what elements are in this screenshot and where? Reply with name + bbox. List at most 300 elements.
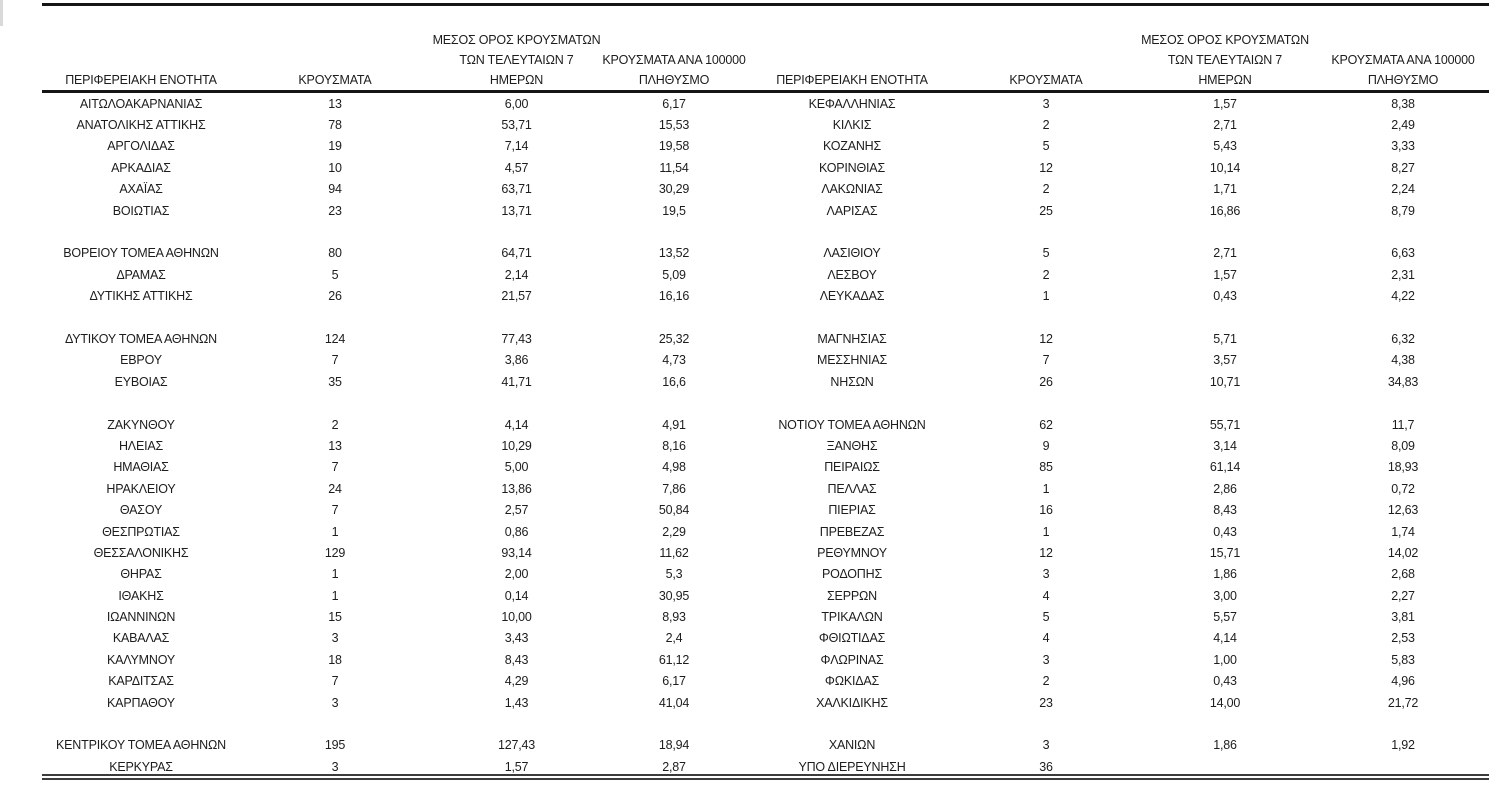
table-row <box>42 671 745 692</box>
table-left-header-row <box>42 0 745 90</box>
cases-cell: 1 <box>331 524 339 539</box>
region-cell: ΚΕΡΚΥΡΑΣ <box>109 759 173 774</box>
table-row <box>745 179 1489 200</box>
region-cell: ΧΑΛΚΙΔΙΚΗΣ <box>816 695 888 710</box>
region-cell: ΔΡΑΜΑΣ <box>116 267 166 282</box>
cases-cell: 1 <box>1042 524 1050 539</box>
table-row <box>745 542 1489 563</box>
avg7-header-line3: ΗΜΕΡΩΝ <box>489 73 544 87</box>
avg7-cell: 4,57 <box>504 160 529 175</box>
avg7-cell: 15,71 <box>1209 545 1241 560</box>
per100k-cell: 2,87 <box>662 759 686 774</box>
avg7-cell: 10,00 <box>501 610 532 625</box>
column-header-cases <box>959 70 1133 90</box>
region-cell: ΡΕΘΥΜΝΟΥ <box>817 545 887 560</box>
per100k-cell: 4,98 <box>662 460 686 475</box>
table-row <box>745 671 1489 692</box>
avg7-cell: 0,43 <box>1213 524 1237 539</box>
column-header-avg7 <box>1133 30 1317 90</box>
per100k-cell: 4,96 <box>1391 674 1415 689</box>
table-row <box>745 585 1489 606</box>
table-row <box>42 735 745 756</box>
avg7-cell: 64,71 <box>501 246 532 261</box>
avg7-cell: 5,43 <box>1213 139 1237 154</box>
region-cell: ΠΕΛΛΑΣ <box>827 481 877 496</box>
cases-cell: 7 <box>1042 353 1050 368</box>
region-cell: ΚΑΡΔΙΤΣΑΣ <box>108 674 174 689</box>
column-header-cases-label: ΚΡΟΥΣΜΑΤΑ <box>298 73 372 87</box>
cases-cell: 16 <box>1039 503 1053 518</box>
per100k-cell: 19,5 <box>662 203 686 218</box>
table-spacer-row <box>42 307 745 328</box>
avg7-cell: 0,86 <box>504 524 529 539</box>
cases-cell: 3 <box>331 759 339 774</box>
table-row <box>745 328 1489 349</box>
table-row <box>42 628 745 649</box>
cases-cell: 3 <box>331 695 339 710</box>
cases-cell: 24 <box>328 481 342 496</box>
cases-cell: 2 <box>1042 182 1050 197</box>
avg7-cell: 1,86 <box>1213 738 1237 753</box>
avg7-cell: 13,86 <box>501 481 532 496</box>
per100k-cell: 14,02 <box>1387 545 1419 560</box>
table-row <box>745 692 1489 713</box>
cases-cell: 5 <box>1042 246 1050 261</box>
per100k-cell: 2,29 <box>662 524 686 539</box>
avg7-cell: 5,71 <box>1213 331 1237 346</box>
per100k-cell: 30,29 <box>658 182 690 197</box>
per100k-cell: 1,74 <box>1391 524 1415 539</box>
avg7-cell: 1,57 <box>504 759 529 774</box>
cases-cell: 9 <box>1042 438 1050 453</box>
table-spacer-row <box>745 221 1489 242</box>
region-cell: ΦΩΚΙΔΑΣ <box>824 674 880 689</box>
per100k-cell: 0,72 <box>1391 481 1415 496</box>
table-row <box>42 136 745 157</box>
table-row <box>42 114 745 135</box>
avg7-cell: 0,43 <box>1213 674 1237 689</box>
table-row <box>42 328 745 349</box>
avg7-cell: 53,71 <box>501 118 532 133</box>
per100k-cell: 2,53 <box>1391 631 1415 646</box>
cases-cell: 7 <box>331 353 339 368</box>
column-header-cases-label: ΚΡΟΥΣΜΑΤΑ <box>1009 73 1083 87</box>
region-cell: ΞΑΝΘΗΣ <box>826 438 878 453</box>
region-cell: ΚΑΛΥΜΝΟΥ <box>107 652 175 667</box>
avg7-cell: 2,71 <box>1213 246 1237 261</box>
cases-cell: 2 <box>1042 118 1050 133</box>
region-cell: ΘΗΡΑΣ <box>120 567 162 582</box>
table-row <box>42 478 745 499</box>
region-cell: ΘΑΣΟΥ <box>119 503 163 518</box>
per100k-cell: 2,68 <box>1391 567 1415 582</box>
column-header-per100k <box>1317 50 1489 90</box>
cases-cell: 23 <box>328 203 342 218</box>
cases-cell: 25 <box>1039 203 1053 218</box>
per100k-cell: 50,84 <box>658 503 690 518</box>
table-row <box>42 457 745 478</box>
avg7-cell: 8,43 <box>1213 503 1237 518</box>
per100k-cell: 11,7 <box>1391 417 1415 432</box>
table-row <box>42 542 745 563</box>
per100k-cell: 30,95 <box>658 588 690 603</box>
table-row <box>745 435 1489 456</box>
region-cell: ΑΝΑΤΟΛΙΚΗΣ ΑΤΤΙΚΗΣ <box>76 118 206 133</box>
table-row <box>42 649 745 670</box>
region-cell: ΔΥΤΙΚΗΣ ΑΤΤΙΚΗΣ <box>89 289 193 304</box>
region-cell: ΘΕΣΣΑΛΟΝΙΚΗΣ <box>93 545 189 560</box>
avg7-cell: 3,14 <box>1213 438 1237 453</box>
avg7-cell: 3,43 <box>504 631 529 646</box>
region-cell: ΗΜΑΘΙΑΣ <box>113 460 169 475</box>
cases-cell: 2 <box>1042 674 1050 689</box>
cases-cell: 26 <box>1039 374 1053 389</box>
per100k-header-line2: ΠΛΗΘΥΣΜΟ <box>1367 73 1439 87</box>
table-row <box>42 286 745 307</box>
region-cell: ΛΑΣΙΘΙΟΥ <box>823 246 881 261</box>
table-row <box>745 350 1489 371</box>
cases-cell: 1 <box>1042 289 1050 304</box>
per100k-cell: 18,93 <box>1387 460 1419 475</box>
table-row <box>42 435 745 456</box>
table-row <box>42 157 745 178</box>
table-row <box>42 521 745 542</box>
table-row <box>745 136 1489 157</box>
cases-cell: 5 <box>1042 139 1050 154</box>
per100k-cell: 8,16 <box>662 438 686 453</box>
per100k-cell: 11,62 <box>659 545 689 560</box>
table-row <box>42 371 745 392</box>
cases-cell: 15 <box>328 610 342 625</box>
region-cell: ΦΘΙΩΤΙΔΑΣ <box>818 631 886 646</box>
per100k-cell: 8,27 <box>1391 160 1415 175</box>
region-cell: ΚΟΡΙΝΘΙΑΣ <box>819 160 885 175</box>
region-cell: ΥΠΟ ΔΙΕΡΕΥΝΗΣΗ <box>798 759 906 774</box>
table-row <box>745 114 1489 135</box>
cases-cell: 4 <box>1042 631 1050 646</box>
cases-cell: 1 <box>331 567 339 582</box>
avg7-cell: 1,57 <box>1213 267 1237 282</box>
region-cell: ΒΟΡΕΙΟΥ ΤΟΜΕΑ ΑΘΗΝΩΝ <box>63 246 219 261</box>
avg7-cell: 10,29 <box>501 438 532 453</box>
table-row <box>745 499 1489 520</box>
per100k-cell: 2,27 <box>1391 588 1415 603</box>
cases-cell: 10 <box>328 160 342 175</box>
per100k-cell: 13,52 <box>658 246 690 261</box>
table-row <box>745 200 1489 221</box>
cases-cell: 3 <box>1042 738 1050 753</box>
region-cell: ΝΗΣΩΝ <box>830 374 874 389</box>
avg7-cell: 10,71 <box>1209 374 1241 389</box>
cases-cell: 195 <box>324 738 346 753</box>
cases-cell: 1 <box>331 588 339 603</box>
avg7-cell: 2,57 <box>504 503 529 518</box>
region-cell: ΙΩΑΝΝΙΝΩΝ <box>106 610 176 625</box>
table-spacer-row <box>42 221 745 242</box>
per100k-cell: 16,6 <box>662 374 686 389</box>
avg7-cell: 2,71 <box>1213 118 1237 133</box>
table-row <box>42 585 745 606</box>
cases-cell: 7 <box>331 460 339 475</box>
avg7-cell: 93,14 <box>501 545 532 560</box>
region-cell: ΗΡΑΚΛΕΙΟΥ <box>106 481 176 496</box>
table-row <box>745 606 1489 627</box>
avg7-cell: 5,00 <box>504 460 529 475</box>
table-right-header-row <box>745 0 1489 90</box>
table-row <box>42 350 745 371</box>
column-header-region <box>42 70 240 90</box>
per100k-cell: 18,94 <box>658 738 690 753</box>
region-cell: ΚΑΡΠΑΘΟΥ <box>107 695 175 710</box>
per100k-cell: 16,16 <box>658 289 690 304</box>
table-row <box>745 628 1489 649</box>
cases-cell: 2 <box>1042 267 1050 282</box>
avg7-cell: 1,00 <box>1213 652 1237 667</box>
column-header-region <box>745 70 959 90</box>
per100k-cell: 6,17 <box>662 674 686 689</box>
avg7-cell: 4,29 <box>504 674 529 689</box>
cases-cell: 3 <box>1042 96 1050 111</box>
avg7-cell: 8,43 <box>504 652 529 667</box>
per100k-cell: 7,86 <box>662 481 686 496</box>
region-cell: ΧΑΝΙΩΝ <box>828 738 876 753</box>
region-cell: ΔΥΤΙΚΟΥ ΤΟΜΕΑ ΑΘΗΝΩΝ <box>64 331 218 346</box>
region-cell: ΛΑΚΩΝΙΑΣ <box>821 182 883 197</box>
table-left-body <box>42 90 745 778</box>
table-row <box>42 243 745 264</box>
cases-cell: 13 <box>328 438 342 453</box>
cases-cell: 1 <box>1042 481 1050 496</box>
cases-cell: 5 <box>1042 610 1050 625</box>
region-cell: ΦΛΩΡΙΝΑΣ <box>820 652 884 667</box>
table-spacer-row <box>745 713 1489 734</box>
per100k-cell: 2,31 <box>1391 267 1415 282</box>
avg7-cell: 1,86 <box>1213 567 1237 582</box>
avg7-cell: 55,71 <box>1209 417 1241 432</box>
per100k-cell: 4,38 <box>1391 353 1415 368</box>
avg7-cell: 3,00 <box>1213 588 1237 603</box>
avg7-cell: 7,14 <box>504 139 529 154</box>
avg7-cell: 2,14 <box>504 267 529 282</box>
region-cell: ΑΡΓΟΛΙΔΑΣ <box>107 139 175 154</box>
region-cell: ΜΑΓΝΗΣΙΑΣ <box>817 331 887 346</box>
cases-cell: 26 <box>328 289 342 304</box>
cases-cell: 62 <box>1039 417 1053 432</box>
table-row <box>42 414 745 435</box>
table-row <box>745 478 1489 499</box>
region-cell: ΚΑΒΑΛΑΣ <box>112 631 170 646</box>
cases-cell: 129 <box>324 545 346 560</box>
table-row <box>745 649 1489 670</box>
cases-cell: 124 <box>324 331 346 346</box>
per100k-cell: 5,3 <box>665 567 683 582</box>
avg7-header-line2: ΤΩΝ ΤΕΛΕΥΤΑΙΩΝ 7 <box>1167 53 1283 67</box>
region-cell: ΑΙΤΩΛΟΑΚΑΡΝΑΝΙΑΣ <box>79 96 203 111</box>
avg7-cell: 0,14 <box>504 588 529 603</box>
table-row <box>745 564 1489 585</box>
cases-cell: 3 <box>1042 652 1050 667</box>
cases-cell: 2 <box>331 417 339 432</box>
per100k-cell: 21,72 <box>1387 695 1419 710</box>
table-row <box>42 200 745 221</box>
per100k-cell: 15,53 <box>658 118 690 133</box>
table-row <box>745 93 1489 114</box>
avg7-cell: 6,00 <box>504 96 529 111</box>
region-cell: ΚΟΖΑΝΗΣ <box>822 139 882 154</box>
region-cell: ΠΕΙΡΑΙΩΣ <box>824 460 880 475</box>
table-row <box>42 93 745 114</box>
region-cell: ΚΕΦΑΛΛΗΝΙΑΣ <box>808 96 896 111</box>
cases-cell: 12 <box>1039 545 1053 560</box>
per100k-cell: 6,32 <box>1391 331 1415 346</box>
avg7-cell: 5,57 <box>1213 610 1237 625</box>
region-cell: ΛΕΥΚΑΔΑΣ <box>819 289 885 304</box>
avg7-cell: 63,71 <box>501 182 532 197</box>
table-row <box>745 371 1489 392</box>
cases-cell: 5 <box>331 267 339 282</box>
avg7-cell: 14,00 <box>1209 695 1241 710</box>
cases-cell: 12 <box>1039 331 1053 346</box>
avg7-cell: 1,57 <box>1213 96 1237 111</box>
table-spacer-row <box>42 713 745 734</box>
region-cell: ΤΡΙΚΑΛΩΝ <box>821 610 883 625</box>
avg7-cell: 4,14 <box>1213 631 1237 646</box>
cases-cell: 85 <box>1039 460 1053 475</box>
per100k-cell: 3,81 <box>1391 610 1415 625</box>
column-header-region-label: ΠΕΡΙΦΕΡΕΙΑΚΗ ΕΝΟΤΗΤΑ <box>776 73 928 87</box>
table-row <box>745 157 1489 178</box>
avg7-header-line1: ΜΕΣΟΣ ΟΡΟΣ ΚΡΟΥΣΜΑΤΩΝ <box>432 33 601 47</box>
per100k-cell: 34,83 <box>1387 374 1419 389</box>
region-cell: ΝΟΤΙΟΥ ΤΟΜΕΑ ΑΘΗΝΩΝ <box>778 417 926 432</box>
column-header-per100k <box>603 50 745 90</box>
per100k-cell: 3,33 <box>1391 139 1415 154</box>
cases-cell: 3 <box>1042 567 1050 582</box>
region-cell: ΕΥΒΟΙΑΣ <box>114 374 168 389</box>
avg7-header-line1: ΜΕΣΟΣ ΟΡΟΣ ΚΡΟΥΣΜΑΤΩΝ <box>1141 33 1309 47</box>
region-cell: ΣΕΡΡΩΝ <box>827 588 877 603</box>
avg7-cell: 2,86 <box>1213 481 1237 496</box>
cases-cell: 23 <box>1039 695 1053 710</box>
column-header-avg7 <box>430 30 603 90</box>
table-row <box>745 735 1489 756</box>
table-row <box>42 564 745 585</box>
column-header-region-label: ΠΕΡΙΦΕΡΕΙΑΚΗ ΕΝΟΤΗΤΑ <box>65 73 217 87</box>
avg7-cell: 13,71 <box>501 203 532 218</box>
avg7-cell: 3,86 <box>504 353 529 368</box>
table-row <box>42 179 745 200</box>
cases-cell: 7 <box>331 674 339 689</box>
per100k-cell: 5,09 <box>662 267 686 282</box>
cases-cell: 13 <box>328 96 342 111</box>
avg7-cell: 3,57 <box>1213 353 1237 368</box>
cases-cell: 19 <box>328 139 342 154</box>
avg7-header-line2: ΤΩΝ ΤΕΛΕΥΤΑΙΩΝ 7 <box>459 53 574 67</box>
region-cell: ΛΕΣΒΟΥ <box>827 267 877 282</box>
per100k-header-line2: ΠΛΗΘΥΣΜΟ <box>638 73 710 87</box>
region-cell: ΕΒΡΟΥ <box>120 353 162 368</box>
avg7-cell: 41,71 <box>501 374 532 389</box>
avg7-header-line3: ΗΜΕΡΩΝ <box>1198 73 1252 87</box>
table-right-body <box>745 90 1489 778</box>
avg7-cell: 1,71 <box>1213 182 1237 197</box>
table-row <box>745 243 1489 264</box>
table-spacer-row <box>42 392 745 413</box>
region-cell: ΙΘΑΚΗΣ <box>118 588 164 603</box>
table-spacer-row <box>745 392 1489 413</box>
region-cell: ΚΕΝΤΡΙΚΟΥ ΤΟΜΕΑ ΑΘΗΝΩΝ <box>56 738 226 753</box>
table-row <box>42 264 745 285</box>
per100k-cell: 1,92 <box>1391 738 1415 753</box>
per100k-cell: 4,73 <box>662 353 686 368</box>
per100k-cell: 6,63 <box>1391 246 1415 261</box>
table-row <box>42 499 745 520</box>
avg7-cell: 127,43 <box>497 738 536 753</box>
per100k-header-line1: ΚΡΟΥΣΜΑΤΑ ΑΝΑ 100000 <box>1331 53 1475 67</box>
avg7-cell: 1,43 <box>504 695 529 710</box>
per100k-cell: 2,4 <box>665 631 683 646</box>
per100k-cell: 4,91 <box>662 417 686 432</box>
avg7-cell: 2,00 <box>504 567 529 582</box>
table-row <box>745 521 1489 542</box>
cases-cell: 94 <box>328 182 342 197</box>
per100k-cell: 19,58 <box>658 139 690 154</box>
avg7-cell: 4,14 <box>504 417 529 432</box>
table-right-half <box>745 0 1489 778</box>
region-cell: ΘΕΣΠΡΩΤΙΑΣ <box>102 524 180 539</box>
cases-cell: 3 <box>331 631 339 646</box>
region-cell: ΛΑΡΙΣΑΣ <box>826 203 878 218</box>
avg7-cell: 77,43 <box>501 331 532 346</box>
per100k-cell: 6,17 <box>662 96 686 111</box>
region-cell: ΠΡΕΒΕΖΑΣ <box>819 524 885 539</box>
avg7-cell: 10,14 <box>1209 160 1241 175</box>
page-edge-artifact <box>0 0 3 26</box>
avg7-cell: 21,57 <box>501 289 532 304</box>
per100k-cell: 11,54 <box>659 160 689 175</box>
region-cell: ΒΟΙΩΤΙΑΣ <box>112 203 170 218</box>
region-cell: ΠΙΕΡΙΑΣ <box>828 503 876 518</box>
cases-cell: 7 <box>331 503 339 518</box>
cases-cell: 18 <box>328 652 342 667</box>
table-row <box>42 692 745 713</box>
table-row <box>745 264 1489 285</box>
region-cell: ΗΛΕΙΑΣ <box>118 438 164 453</box>
avg7-cell: 0,43 <box>1213 289 1237 304</box>
table-row <box>745 457 1489 478</box>
table-row <box>745 286 1489 307</box>
per100k-cell: 8,79 <box>1391 203 1415 218</box>
avg7-cell: 61,14 <box>1209 460 1241 475</box>
cases-cell: 4 <box>1042 588 1050 603</box>
table-row <box>42 606 745 627</box>
region-cell: ΖΑΚΥΝΘΟΥ <box>107 417 175 432</box>
per100k-cell: 12,63 <box>1387 503 1419 518</box>
per100k-header-line1: ΚΡΟΥΣΜΑΤΑ ΑΝΑ 100000 <box>602 53 746 67</box>
per100k-cell: 8,09 <box>1391 438 1415 453</box>
per100k-cell: 2,24 <box>1391 182 1415 197</box>
per100k-cell: 8,38 <box>1391 96 1415 111</box>
table-left-half <box>42 0 745 778</box>
cases-cell: 36 <box>1039 759 1053 774</box>
per100k-cell: 61,12 <box>658 652 690 667</box>
cases-cell: 12 <box>1039 160 1053 175</box>
table-row <box>745 414 1489 435</box>
cases-cell: 35 <box>328 374 342 389</box>
avg7-cell: 16,86 <box>1209 203 1241 218</box>
per100k-cell: 4,22 <box>1391 289 1415 304</box>
column-header-cases <box>240 70 430 90</box>
